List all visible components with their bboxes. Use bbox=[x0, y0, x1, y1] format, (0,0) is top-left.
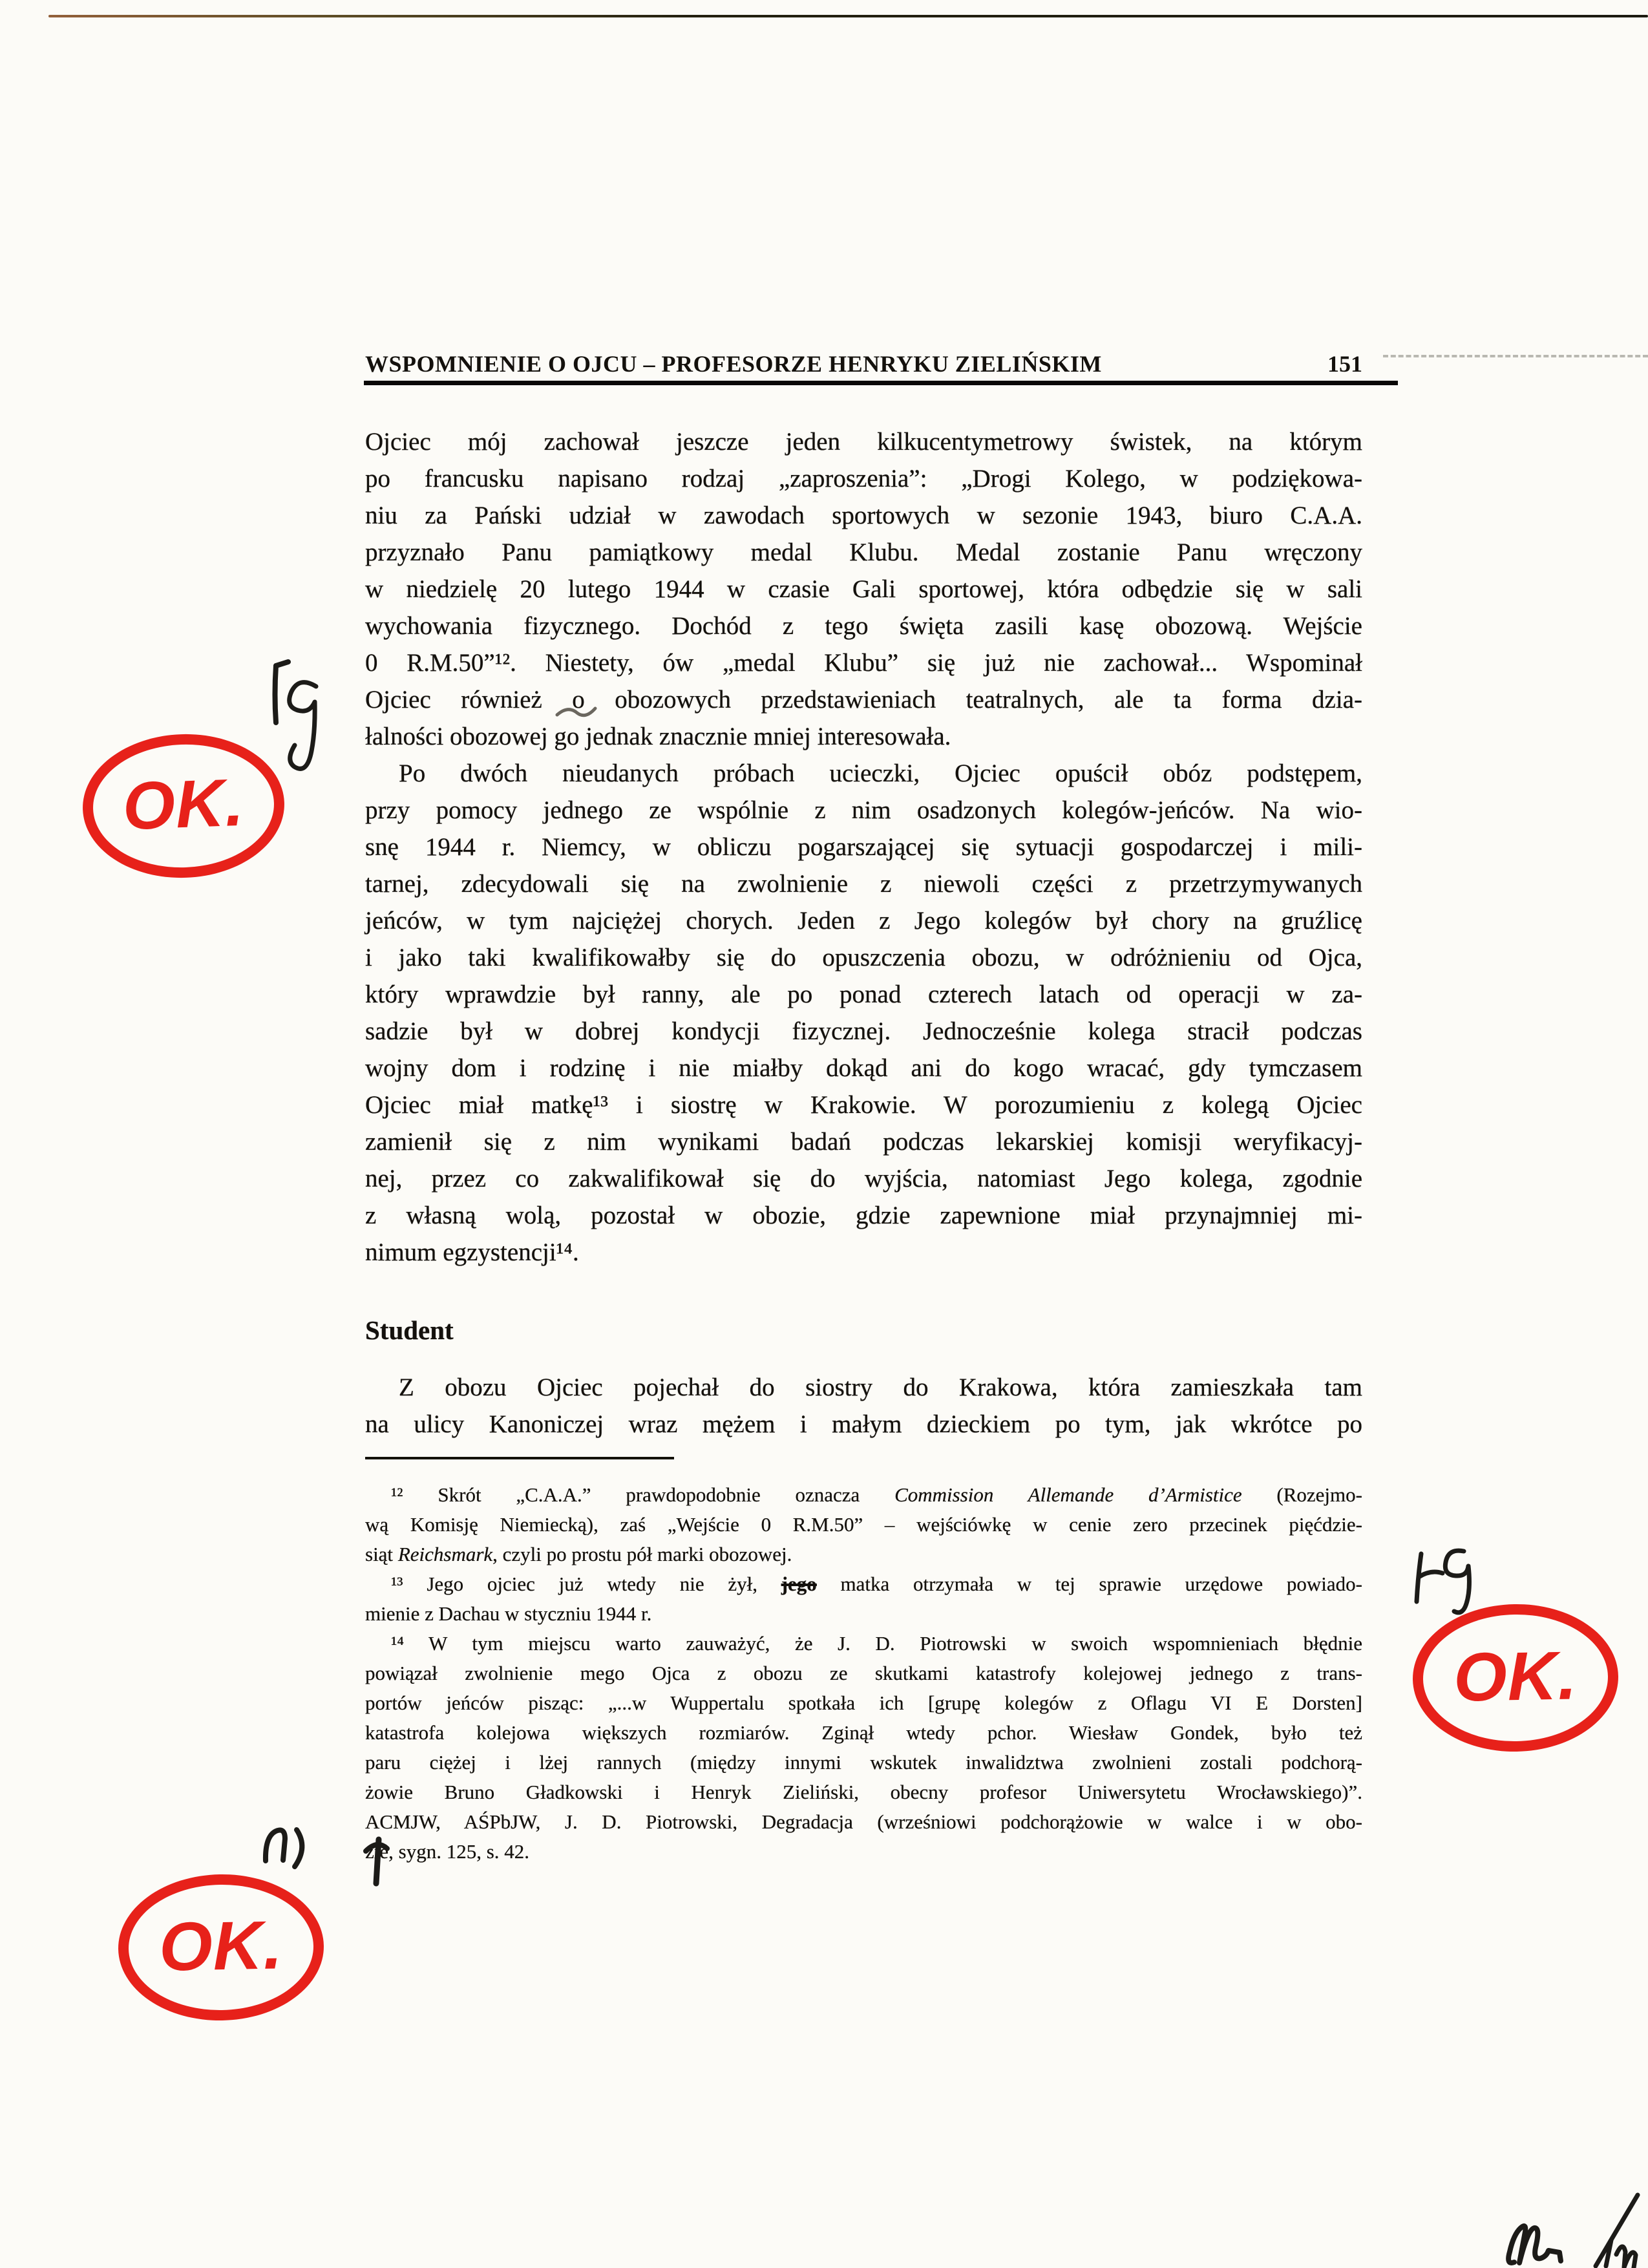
body-line: Z obozu Ojciec pojechał do siostry do Krakowa, która zamieszkała tam bbox=[399, 1373, 1362, 1401]
footnote-line: ¹³ Jego ojciec już wtedy nie żył, jego matka otrzymała w tej sprawie urzędowe powiado- bbox=[391, 1573, 1362, 1595]
body-line: po francusku napisano rodzaj „zaproszenia”: „Drogi Kolego, w podziękowa- bbox=[365, 465, 1362, 493]
body-line: wychowania fizycznego. Dochód z tego święta zasili kasę obozową. Wejście bbox=[365, 612, 1362, 640]
body-line: przyznało Panu pamiątkowy medal Klubu. Medal zostanie Panu wręczony bbox=[365, 538, 1362, 566]
body-line: Po dwóch nieudanych próbach ucieczki, Ojciec opuścił obóz podstępem, bbox=[399, 759, 1362, 787]
header-dashed-line bbox=[1383, 355, 1648, 357]
footnote-line: katastrofa kolejowa większych rozmiarów. Zginął wtedy pchor. Wiesław Gondek, było też bbox=[365, 1721, 1362, 1744]
ok-stamp-label: OK. bbox=[121, 765, 246, 844]
body-line: snę 1944 r. Niemcy, w obliczu pogarszającej się sytuacji gospodarczej i mili- bbox=[365, 833, 1362, 861]
handwritten-signature-scribble bbox=[1508, 2195, 1638, 2268]
footnote-line: siąt Reichsmark, czyli po prostu pół marki obozowej. bbox=[365, 1543, 792, 1565]
page-title: WSPOMNIENIE O OJCU – PROFESORZE HENRYKU ZIELIŃSKIM bbox=[365, 351, 1102, 377]
body-line: sadzie był w dobrej kondycji fizycznej. Jednocześnie kolega stracił podczas bbox=[365, 1017, 1362, 1045]
ok-stamp-left-top bbox=[80, 731, 287, 882]
paragraph-3 bbox=[365, 1369, 1362, 1443]
body-line: Ojciec mój zachował jeszcze jeden kilkucentymetrowy świstek, na którym bbox=[365, 428, 1362, 456]
handwritten-bracket-mark bbox=[266, 1830, 302, 1867]
footnote-line: wą Komisję Niemiecką), zaś „Wejście 0 R.M.50” – wejściówkę w cenie zero przecinek pięćdzie- bbox=[365, 1513, 1362, 1536]
body-line: Ojciec również o obozowych przedstawieniach teatralnych, ale ta forma dzia- bbox=[365, 686, 1362, 714]
scan-edge-line bbox=[48, 15, 1648, 17]
body-line: jeńców, w tym najciężej chorych. Jeden z Jego kolegów był chory na gruźlicę bbox=[365, 907, 1362, 935]
footnote-separator bbox=[365, 1457, 674, 1459]
footnote-line: żowie Bruno Gładkowski i Henryk Zieliński, obecny profesor Uniwersytetu Wrocławskiego)”. bbox=[365, 1781, 1362, 1803]
ok-stamp-label: OK. bbox=[1453, 1637, 1578, 1716]
page-number: 151 bbox=[1327, 351, 1362, 377]
body-line: z własną wolą, pozostał w obozie, gdzie zapewnione miał przynajmniej mi- bbox=[365, 1202, 1362, 1229]
footnote-13 bbox=[365, 1569, 1362, 1629]
body-line: i jako taki kwalifikowałby się do opuszczenia obozu, w odróżnieniu od Ojca, bbox=[365, 944, 1362, 971]
body-line: Ojciec miał matkę¹³ i siostrę w Krakowie. W porozumieniu z kolegą Ojciec bbox=[365, 1091, 1362, 1119]
footnote-line: portów jeńców pisząc: „...w Wuppertalu spotkała ich [grupę kolegów z Oflagu VI E Dorsten] bbox=[365, 1691, 1362, 1714]
footnote-line: zie, sygn. 125, s. 42. bbox=[365, 1840, 530, 1863]
footnote-line: ¹⁴ W tym miejscu warto zauważyć, że J. D. Piotrowski w swoich wspomnieniach błędnie bbox=[391, 1632, 1362, 1655]
body-line: tarnej, zdecydowali się na zwolnienie z niewoli części z przetrzymywanych bbox=[365, 870, 1362, 898]
footnote-line: ACMJW, AŚPbJW, J. D. Piotrowski, Degradacja (wrześniowi podchorążowie w walce i w obo- bbox=[365, 1810, 1362, 1833]
body-line: łalności obozowej go jednak znacznie mniej interesowała. bbox=[365, 723, 951, 750]
footnote-line: paru ciężej i lżej rannych (między innymi wskutek inwalidztwa zwolnieni zostali podchorą- bbox=[365, 1751, 1362, 1774]
body-line: nimum egzystencji¹⁴. bbox=[365, 1238, 579, 1266]
paragraph-2 bbox=[365, 755, 1362, 1271]
header-rule bbox=[364, 381, 1398, 385]
handwritten-gamma-g-mark bbox=[275, 662, 317, 768]
footnote-line: powiązał zwolnienie mego Ojca z obozu ze skutkami katastrofy kolejowej jednego z trans- bbox=[365, 1662, 1362, 1684]
footnote-14 bbox=[365, 1629, 1362, 1867]
body-line: przy pomocy jednego ze wspólnie z nim osadzonych kolegów-jeńców. Na wio- bbox=[365, 796, 1362, 824]
body-line: 0 R.M.50”¹². Niestety, ów „medal Klubu” się już nie zachował... Wspominał bbox=[365, 649, 1362, 677]
body-line: niu za Pański udział w zawodach sportowych w sezonie 1943, biuro C.A.A. bbox=[365, 502, 1362, 529]
ok-stamp-right bbox=[1411, 1602, 1620, 1754]
body-column bbox=[365, 423, 1362, 1867]
body-line: na ulicy Kanoniczej wraz mężem i małym dzieckiem po tym, jak wkrótce po bbox=[365, 1410, 1362, 1438]
running-header bbox=[365, 350, 1362, 377]
body-line: nej, przez co zakwalifikował się do wyjścia, natomiast Jego kolega, zgodnie bbox=[365, 1165, 1362, 1192]
paragraph-1 bbox=[365, 423, 1362, 755]
body-line: w niedzielę 20 lutego 1944 w czasie Gali sportowej, która odbędzie się w sali bbox=[365, 575, 1362, 603]
body-line: wojny dom i rodzinę i nie miałby dokąd ani do kogo wracać, gdy tymczasem bbox=[365, 1054, 1362, 1082]
footnote-line: mienie z Dachau w styczniu 1944 r. bbox=[365, 1602, 652, 1625]
handwritten-hg-mark bbox=[1417, 1551, 1469, 1613]
section-heading-student: Student bbox=[365, 1315, 454, 1345]
ok-stamp-left-bottom bbox=[117, 1872, 325, 2022]
body-line: który wprawdzie był ranny, ale po ponad czterech latach od operacji w za- bbox=[365, 980, 1362, 1008]
ok-stamp-label: OK. bbox=[158, 1906, 284, 1986]
body-line: zamienił się z nim wynikami badań podczas lekarskiej komisji weryfikacyj- bbox=[365, 1128, 1362, 1156]
footnote-12 bbox=[365, 1480, 1362, 1569]
footnote-line: ¹² Skrót „C.A.A.” prawdopodobnie oznacza Commission Allemande d’Armistice (Rozejmo- bbox=[391, 1483, 1362, 1506]
